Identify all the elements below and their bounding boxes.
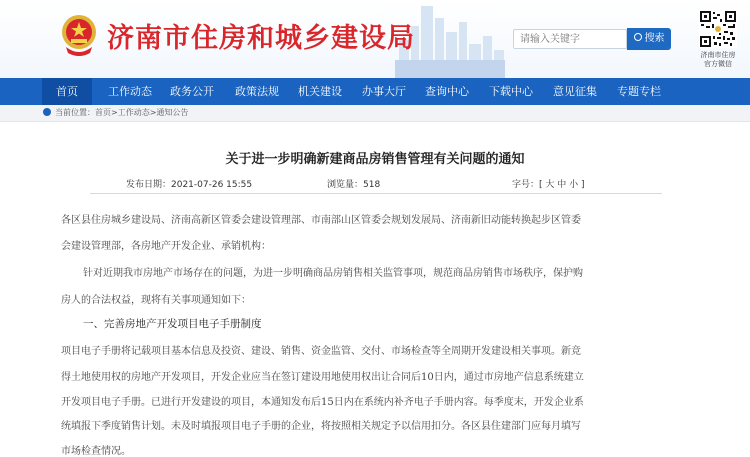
- paragraph-line: 会建设管理部，各房地产开发企业、承销机构：: [61, 241, 271, 252]
- paragraph-line: 得土地使用权的房地产开发项目，开发企业应当在签订建设用地使用权出让合同后10日内，通过市房地产信息系统建立: [61, 372, 584, 383]
- main-nav: [0, 78, 750, 105]
- nav-item-policies[interactable]: 政策法规: [235, 85, 279, 98]
- nav-item-home[interactable]: 首页: [42, 78, 92, 105]
- search-input[interactable]: [513, 29, 627, 49]
- search-button[interactable]: [627, 28, 671, 50]
- site-title[interactable]: 济南市住房和城乡建设局: [107, 23, 415, 54]
- nav-item-download-center[interactable]: 下载中心: [489, 85, 533, 98]
- font-size-control[interactable]: 字号：[ 大 中 小 ]: [512, 180, 585, 190]
- paragraph-line: 市场检查情况。: [61, 446, 131, 457]
- paragraph-line: 房人的合法权益，现将有关事项通知如下：: [61, 295, 251, 306]
- paragraph-line: 针对近期我市房地产市场存在的问题，为进一步明确商品房销售相关监管事项，规范商品房销售市场秩序，保护购: [83, 268, 583, 279]
- nav-item-opinion[interactable]: 意见征集: [553, 85, 597, 98]
- article-title: 关于进一步明确新建商品房销售管理有关问题的通知: [225, 152, 525, 167]
- paragraph-line: 统填报下季度销售计划。未及时填报项目电子手册的企业，将按照相关规定予以信用扣分。各区县住建部门应每月填写: [61, 421, 581, 432]
- site-header: [0, 0, 750, 78]
- location-icon: [43, 108, 51, 116]
- nav-item-organ-building[interactable]: 机关建设: [298, 85, 342, 98]
- qr-caption-line1: 济南市住房: [700, 51, 736, 59]
- nav-item-work-news[interactable]: 工作动态: [108, 85, 152, 98]
- nav-item-gov-affairs[interactable]: 政务公开: [170, 85, 214, 98]
- paragraph-line: 各区县住房城乡建设局、济南高新区管委会建设管理部、市南部山区管委会规划发展局、济南新旧动能转换起步区管委: [61, 215, 581, 226]
- search-button-label: 搜索: [644, 33, 665, 44]
- national-emblem-icon: [60, 13, 98, 57]
- publish-date: 发布日期：2021-07-26 15:55: [126, 180, 253, 190]
- section-heading: 一、完善房地产开发项目电子手册制度: [83, 318, 262, 330]
- paragraph-line: 开发项目电子手册。已进行开发建设的项目，本通知发布后15日内在系统内补齐电子手册内容。每季度末，开发企业系: [61, 397, 584, 408]
- paragraph-line: 项目电子手册将记载项目基本信息及投资、建设、销售、资金监管、交付、市场检查等全周期开发建设相关事项。新竞: [61, 346, 581, 357]
- search-icon: [634, 33, 642, 41]
- qr-code-icon: [699, 10, 737, 48]
- qr-caption-line2: 官方微信: [704, 60, 732, 68]
- nav-item-query-center[interactable]: 查询中心: [425, 85, 469, 98]
- breadcrumb[interactable]: 当前位置：首页>工作动态>通知公告: [55, 108, 189, 117]
- view-count: 浏览量：518: [327, 180, 381, 190]
- divider: [90, 193, 662, 194]
- nav-item-service-hall[interactable]: 办事大厅: [362, 85, 406, 98]
- nav-item-special-topics[interactable]: 专题专栏: [617, 85, 661, 98]
- qr-caption: [690, 51, 746, 69]
